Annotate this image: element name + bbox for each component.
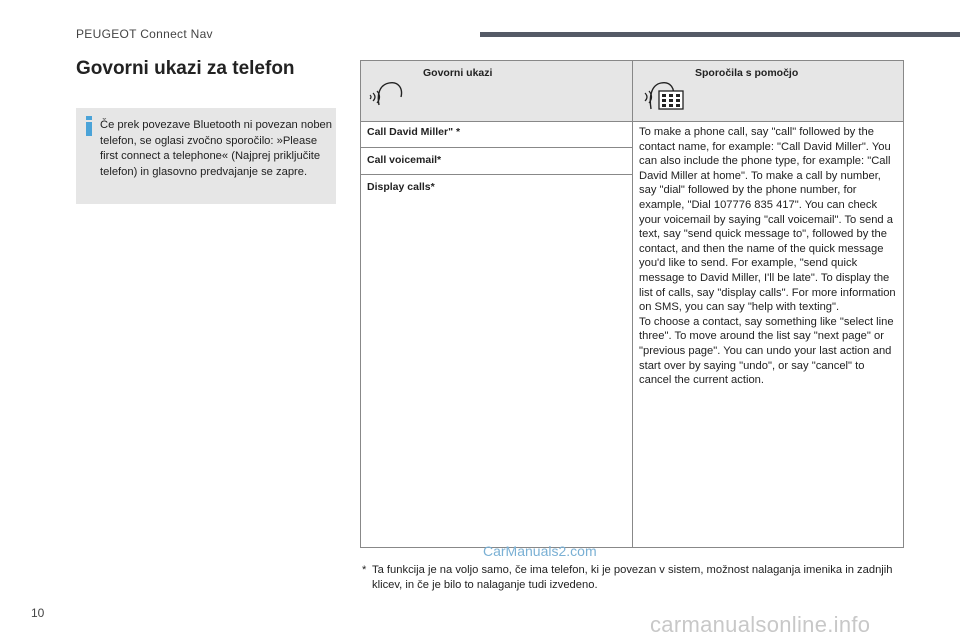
- voice-help-icon: [641, 71, 687, 111]
- document-header: PEUGEOT Connect Nav: [76, 27, 213, 41]
- footnote: [362, 563, 902, 592]
- command-row: Call voicemail*: [367, 154, 442, 166]
- voice-commands-table: [360, 60, 904, 548]
- row-divider: [361, 174, 632, 175]
- info-icon: [83, 116, 95, 136]
- column-divider: [632, 61, 633, 547]
- info-box: [76, 108, 336, 204]
- help-paragraph: To make a phone call, say "call" followed by the contact name, for example: "Call David Miller". You can also include the phone type, for example: "Call David Miller at home". To make a call by number, say "dial" followed by the phone number, for example, "Dial 107776 835 417". You can check your voicemail by saying "call voicemail". To send a text, say "send quick message to", followed by the contact, and then the name of the quick message you'd like to send. For example, "send quick message to David Miller, I'll be late". To display the list of calls, say "display calls". For more information on SMS, you can say "help with texting".: [639, 126, 896, 314]
- row-divider: [361, 147, 632, 148]
- help-text: [639, 125, 897, 388]
- column-header-help: Sporočila s pomočjo: [695, 67, 799, 79]
- header-bar: [480, 32, 960, 37]
- page-title: Govorni ukazi za telefon: [76, 58, 295, 79]
- watermark-top[interactable]: CarManuals2.com: [483, 543, 597, 559]
- column-header-commands: Govorni ukazi: [423, 67, 493, 79]
- footnote-text: Ta funkcija je na voljo samo, če ima telefon, ki je povezan v sistem, možnost nalaganja imenika in zadnjih klicev, in če je bilo to nalaganje tudi izvedeno.: [372, 564, 893, 591]
- voice-command-icon: [369, 71, 409, 107]
- footnote-marker: *: [362, 564, 367, 576]
- help-paragraph: To choose a contact, say something like "select line three". To move around the list say "next page" or "previous page". You can undo your last action and start over by saying "undo", or say "cancel" to cancel the current action.: [639, 315, 894, 387]
- info-text: Če prek povezave Bluetooth ni povezan noben telefon, se oglasi zvočno sporočilo: »Please first connect a telephone« (Najprej priključite telefon) in glasovno predvajanje se zapre.: [100, 119, 332, 178]
- page-number: 10: [31, 606, 45, 620]
- watermark-bottom[interactable]: carmanualsonline.info: [650, 612, 871, 637]
- command-row: Call David Miller" *: [367, 126, 461, 138]
- command-row: Display calls*: [367, 181, 435, 193]
